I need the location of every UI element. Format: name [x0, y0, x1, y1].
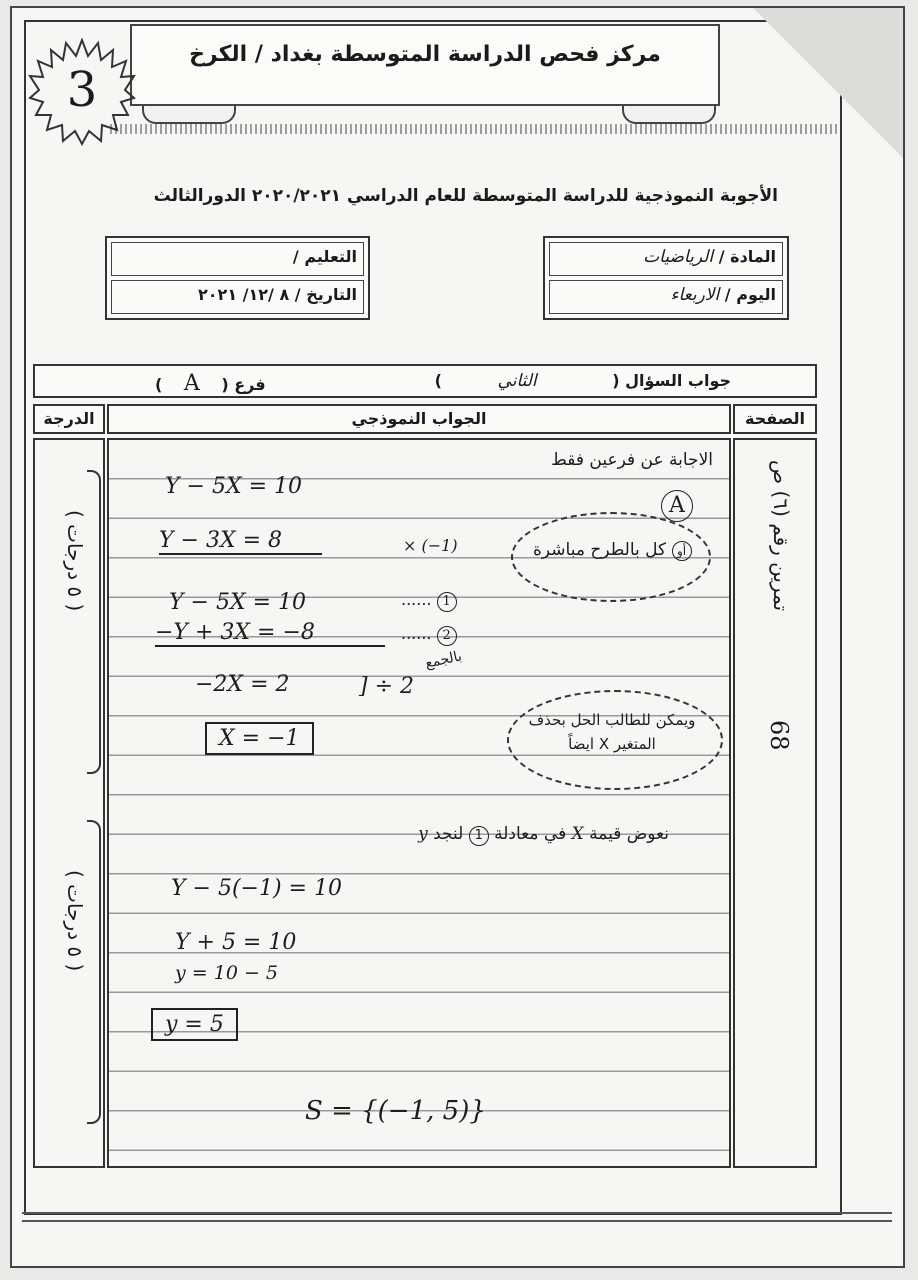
day-value: الاربعاء: [670, 285, 720, 305]
result-x-box: X = −1: [205, 722, 314, 755]
branch-value: A: [183, 371, 200, 396]
model-answer-area: [107, 438, 731, 1168]
day-row: [549, 280, 783, 314]
answer-closing-paren: ): [434, 371, 442, 390]
substitute-y: y: [418, 824, 428, 844]
branch-label-text: فرع (: [221, 375, 266, 394]
answer-label: جواب السؤال (: [612, 371, 731, 390]
cloud-note-1-body: كل بالطرح مباشرة: [533, 540, 667, 560]
dots-2: ......: [401, 624, 432, 643]
education-label: التعليم /: [292, 247, 357, 266]
equation-1: Y − 5X = 10: [165, 474, 303, 499]
date-label: التاريخ /: [294, 285, 357, 304]
subject-value: الرياضيات: [643, 247, 714, 267]
grade-note-1: ( ٥ درجات ): [63, 510, 87, 612]
equation-8: y = 10 − 5: [175, 962, 278, 984]
exam-subtitle: الأجوبة النموذجية للدراسة المتوسطة للعام الدراسي ٢٠٢٠/٢٠٢١ الدورالثالث: [153, 186, 778, 206]
model-answer-column-header: الجواب النموذجي: [107, 404, 731, 434]
instruction-note: الاجابة عن فرعين فقط: [551, 450, 713, 470]
multiply-note: × (−1): [403, 536, 458, 555]
equation-7: Y + 5 = 10: [175, 930, 297, 955]
page-number-ref: 68: [765, 720, 793, 751]
substitute-ref: 1: [469, 826, 489, 846]
info-box-subject-day: [543, 236, 789, 320]
substitute-var: X: [571, 824, 584, 844]
decorative-strip: [110, 124, 840, 134]
day-label: اليوم /: [724, 285, 776, 304]
question-answer-label: [435, 371, 731, 391]
grade-brace-2: [87, 820, 101, 1124]
grade-note-2: ( ٥ درجات ): [63, 870, 87, 972]
cloud-note-1-marker: أو: [672, 541, 692, 561]
equation-3-ref: [401, 590, 457, 612]
equation-4-ref: [401, 624, 457, 646]
equation-6: Y − 5(−1) = 10: [171, 876, 342, 901]
bottom-rule: [22, 1212, 892, 1222]
divide-note: ] ÷ 2: [359, 674, 414, 699]
dots-1: ......: [401, 590, 432, 609]
result-y-box: y = 5: [151, 1008, 238, 1041]
question-header: [33, 364, 817, 398]
cloud-note-1-text: [533, 540, 692, 561]
branch-label: [155, 371, 266, 396]
subject-label: المادة /: [718, 247, 776, 266]
education-row: [111, 242, 364, 276]
addition-note: بالجمع: [423, 648, 464, 672]
cloud-note-2-text: ويمكن للطالب الحل بحذف المتغير X ايضاً: [528, 711, 696, 753]
part-a-circle: A: [661, 490, 693, 522]
date-row: [111, 280, 364, 314]
substitute-text-a: نعوض قيمة: [589, 824, 669, 844]
equation-2: Y − 3X = 8: [159, 528, 322, 555]
equation-4: −Y + 3X = −8: [155, 620, 385, 647]
solution-set: S = {(−1, 5)}: [305, 1096, 486, 1126]
branch-close: ): [155, 375, 163, 394]
grade-column-header: الدرجة: [33, 404, 105, 434]
grade-column: [33, 438, 105, 1168]
substitute-text-b: في معادلة: [494, 824, 567, 844]
substitute-note: [418, 824, 669, 846]
ref-circle-2: 2: [437, 626, 457, 646]
grade-brace-1: [87, 470, 101, 774]
badge-number: 3: [66, 62, 98, 118]
page-number-badge: [28, 38, 136, 146]
page-column-header: الصفحة: [733, 404, 817, 434]
ref-circle-1: 1: [437, 592, 457, 612]
equation-3: Y − 5X = 10: [169, 590, 307, 615]
equation-5: −2X = 2: [195, 672, 290, 697]
subject-row: [549, 242, 783, 276]
question-number: الثاني: [497, 371, 537, 391]
substitute-text-c: لنجد: [433, 824, 464, 844]
page-reference-column: [733, 438, 817, 1168]
exercise-reference: تمرين رقم (٦) ص: [769, 460, 793, 612]
folded-corner: [753, 8, 903, 158]
info-box-education-date: [105, 236, 370, 320]
center-title: مركز فحص الدراسة المتوسطة بغداد / الكرخ: [189, 42, 661, 67]
header-banner: [130, 24, 720, 106]
date-value: ٨ /١٢/ ٢٠٢١: [198, 285, 290, 304]
